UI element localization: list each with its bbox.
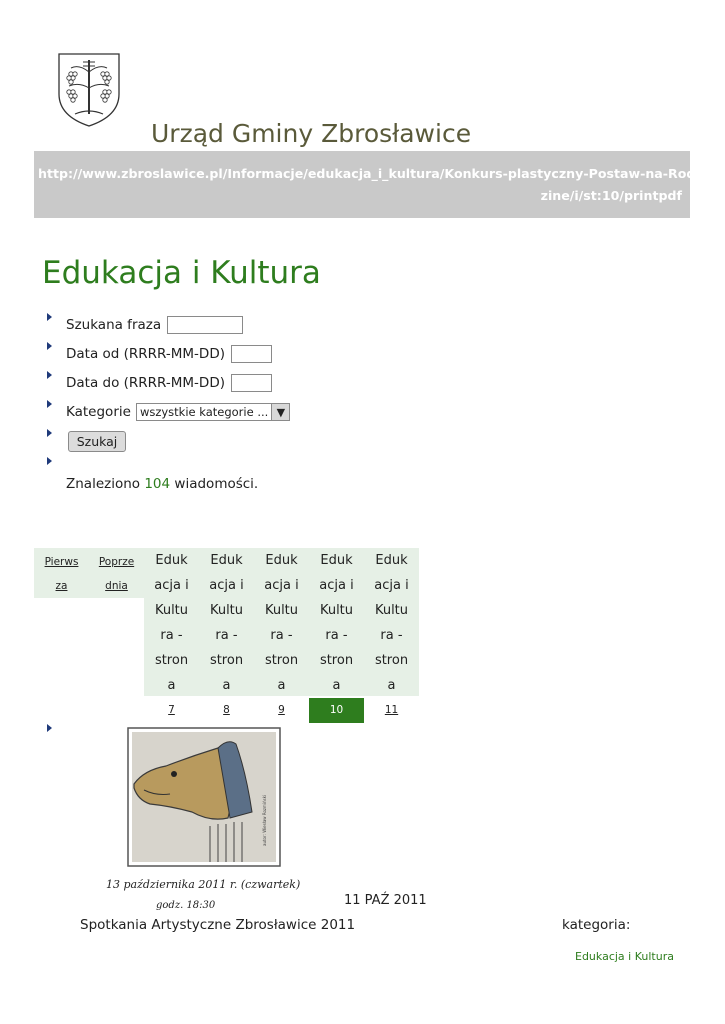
pager-line-a: a [222, 678, 231, 693]
date-from-label: Data od (RRRR-MM-DD) [66, 346, 225, 362]
pager-prev-line: dnia [105, 580, 128, 592]
url-line-2: zine/i/st:10/printpdf [540, 188, 682, 203]
search-button[interactable]: Szukaj [68, 431, 126, 452]
page-title: Edukacja i Kultura [42, 255, 321, 291]
pager-line: stron [264, 653, 299, 668]
results-prefix: Znaleziono [66, 476, 141, 492]
pager-line [199, 673, 254, 723]
pager-line: ra - [215, 628, 238, 643]
bullet-icon [47, 342, 52, 350]
bullet-icon [47, 400, 52, 408]
pager-line [309, 673, 364, 723]
image-caption-text: 13 października 2011 r. (czwartek) [106, 878, 301, 891]
category-row [66, 403, 290, 421]
pager-line: Kultu [264, 603, 299, 618]
news-date: 11 PAŹ 2011 [344, 893, 427, 908]
bullet-icon [47, 457, 52, 465]
image-hour-text: godz. 18:30 [156, 900, 216, 910]
pager-line-a: a [277, 678, 286, 693]
pager-line: Eduk [320, 553, 353, 568]
pager-prev-link[interactable] [89, 548, 144, 598]
pager-line-a: a [167, 678, 176, 693]
bullet-icon [47, 313, 52, 321]
pager-line: ra - [380, 628, 403, 643]
news-title[interactable]: Spotkania Artystyczne Zbrosławice 2011 [80, 917, 356, 933]
category-selected-value: wszystkie kategorie ... [139, 405, 269, 419]
category-select[interactable] [136, 403, 290, 421]
pager-line: acja i [319, 578, 354, 593]
bullet-icon [47, 429, 52, 437]
pager-line: Kultu [374, 603, 409, 618]
page-url-bar [34, 151, 696, 218]
pager-line: acja i [154, 578, 189, 593]
results-count: 104 [144, 476, 171, 492]
pager-prev-line: Poprze [98, 556, 135, 568]
pager-line: stron [154, 653, 189, 668]
pager-page-number[interactable]: 11 [384, 704, 399, 716]
pager-page-current [309, 548, 364, 716]
news-category-label: kategoria: [562, 917, 631, 933]
pager-current-page-number: 10 [309, 698, 364, 723]
bullet-icon [47, 371, 52, 379]
news-category-link[interactable]: Edukacja i Kultura [575, 950, 674, 963]
image-author-text: autor: Wiesław Rozmiński [262, 794, 267, 846]
pager-line: Eduk [155, 553, 188, 568]
pager-line: Kultu [154, 603, 189, 618]
pager-line: Eduk [210, 553, 243, 568]
date-from-row [66, 345, 272, 363]
pager-line: Eduk [265, 553, 298, 568]
pager-line: Kultu [209, 603, 244, 618]
pager-line: ra - [160, 628, 183, 643]
pager-line: stron [209, 653, 244, 668]
url-line-1: http://www.zbroslawice.pl/Informacje/edukacja_i_kultura/Konkurs-plastyczny-Postaw-na-Rod [38, 166, 696, 181]
pager-page-number[interactable]: 8 [223, 704, 230, 716]
pager-line: stron [374, 653, 409, 668]
pager-line: acja i [209, 578, 244, 593]
date-to-input[interactable] [231, 374, 272, 392]
pager-line: stron [319, 653, 354, 668]
pager-line: ra - [270, 628, 293, 643]
date-from-input[interactable] [231, 345, 272, 363]
bullet-icon [47, 724, 52, 732]
pager-page-link[interactable] [364, 548, 419, 716]
pager-line [144, 673, 199, 723]
pager-page-number[interactable]: 9 [278, 704, 285, 716]
pager-line: ra - [325, 628, 348, 643]
pager-line [364, 673, 419, 723]
pager-page-link[interactable] [199, 548, 254, 716]
date-to-row [66, 374, 272, 392]
pager-line-a: a [387, 678, 396, 693]
dropdown-arrow-icon[interactable]: ▼ [271, 404, 289, 420]
pager-line [254, 673, 309, 723]
site-title: Urząd Gminy Zbrosławice [151, 119, 472, 148]
pager-line: acja i [374, 578, 409, 593]
pager-first-line: Pierws [44, 556, 79, 568]
pager-page-number[interactable]: 7 [168, 704, 175, 716]
news-thumbnail-image[interactable] [100, 726, 322, 910]
pager-line: Kultu [319, 603, 354, 618]
search-phrase-row [66, 316, 243, 334]
results-summary [66, 476, 258, 492]
pager-first-link[interactable] [34, 548, 89, 598]
pager-line-a: a [332, 678, 341, 693]
date-to-label: Data do (RRRR-MM-DD) [66, 375, 225, 391]
results-suffix: wiadomości. [174, 476, 259, 492]
pager-line: acja i [264, 578, 299, 593]
pager-line: Eduk [375, 553, 408, 568]
search-phrase-label: Szukana fraza [66, 317, 162, 333]
pager-page-link[interactable] [254, 548, 309, 716]
pager-first-line: za [55, 580, 68, 592]
search-phrase-input[interactable] [167, 316, 243, 334]
category-label: Kategorie [66, 404, 131, 420]
pager-page-link[interactable] [144, 548, 199, 716]
coat-of-arms-logo [55, 50, 123, 128]
